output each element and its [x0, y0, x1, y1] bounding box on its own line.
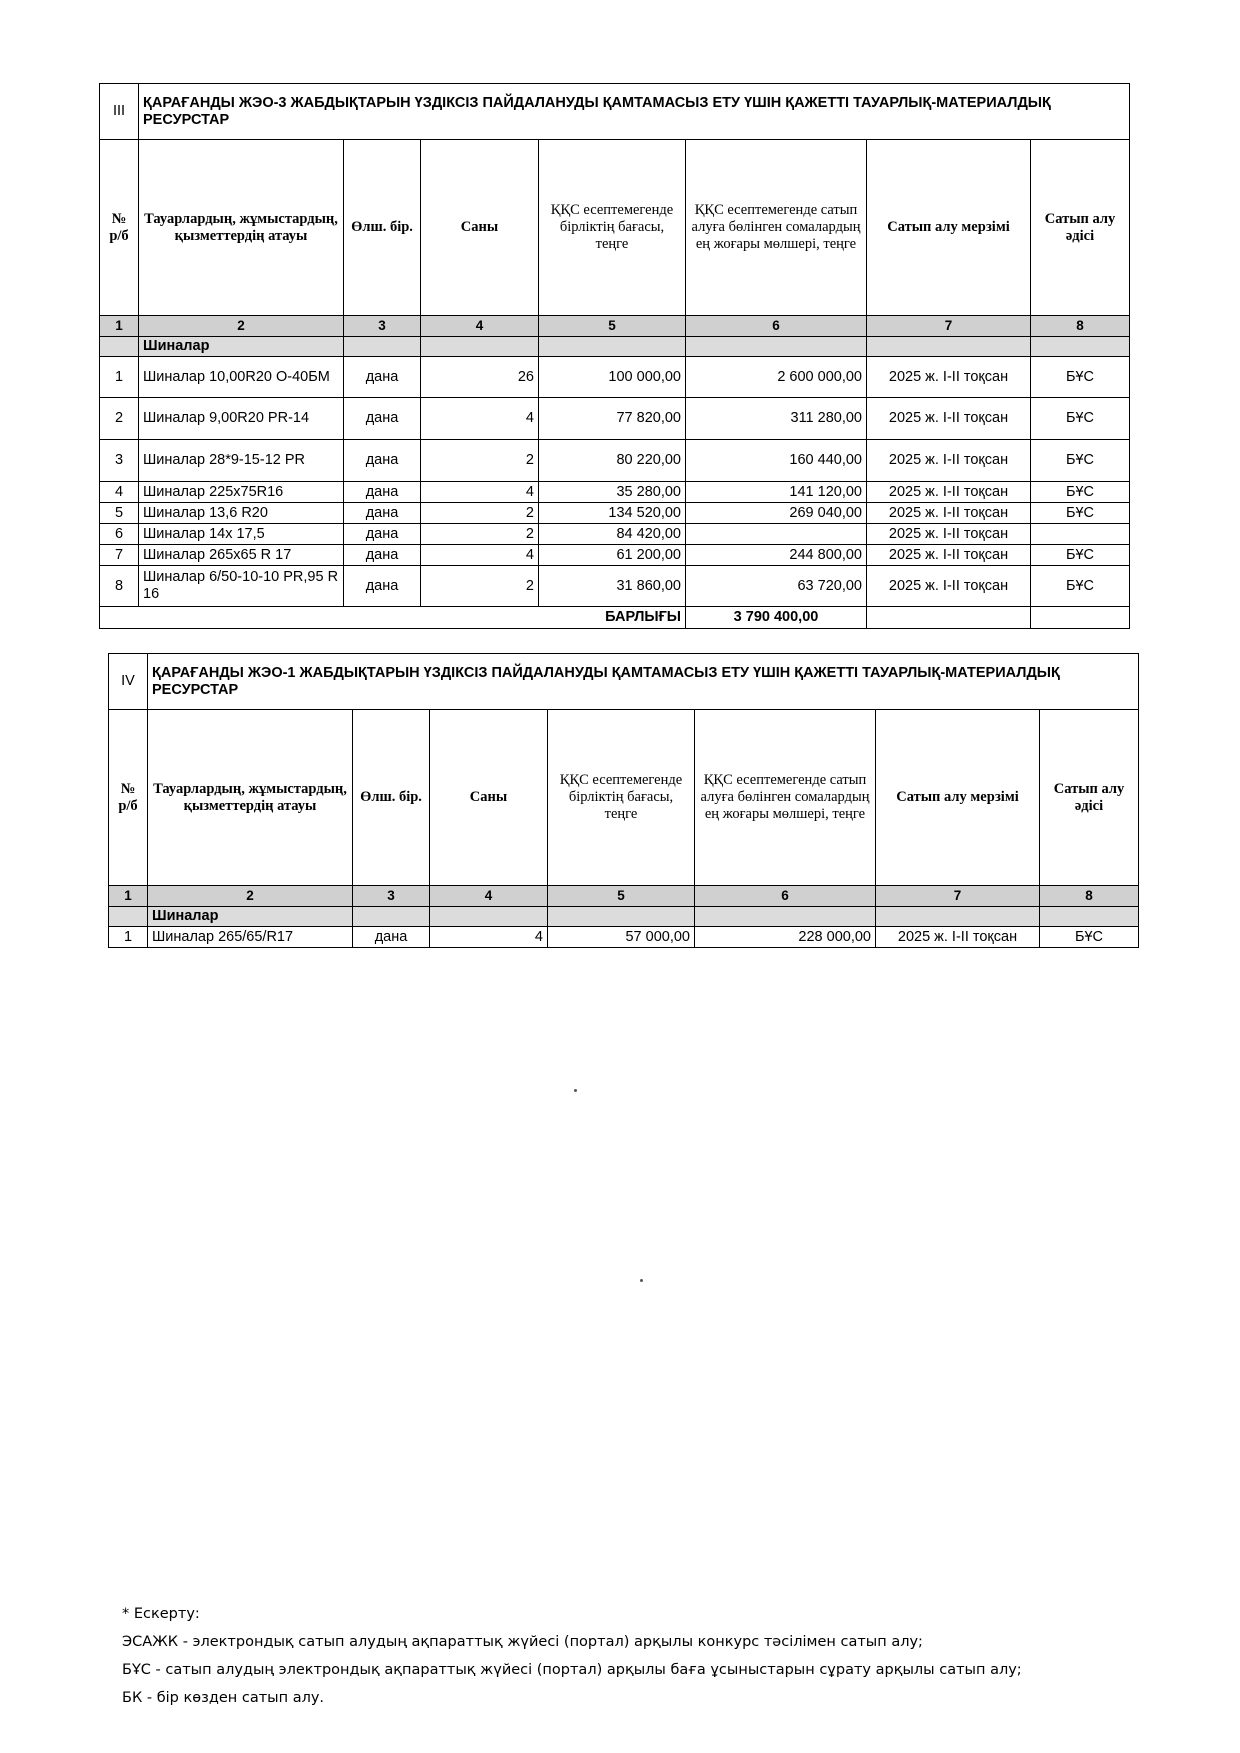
row-qty: 4 [421, 545, 539, 566]
header-name: Тауарлардың, жұмыстардың, қызметтердің атауы [148, 710, 353, 886]
col-num: 2 [148, 886, 353, 907]
header-unit: Өлш. бір. [353, 710, 430, 886]
total-row [100, 607, 1130, 629]
row-unit: дана [344, 357, 421, 398]
row-period: 2025 ж. I-II тоқсан [867, 566, 1031, 607]
row-name: Шиналар 6/50-10-10 PR,95 R 16 [139, 566, 344, 607]
section-4-roman: IV [109, 654, 148, 710]
group-spacer [1040, 907, 1139, 927]
table-row [100, 440, 1130, 482]
scan-speck [574, 1089, 577, 1092]
row-unit: дана [344, 545, 421, 566]
group-spacer [695, 907, 876, 927]
header-max-amount: ҚҚС есептемегенде сатып алуға бөлінген сомалардың ең жоғары мөлшері, теңге [695, 710, 876, 886]
header-no: № р/б [109, 710, 148, 886]
row-amount: 228 000,00 [695, 927, 876, 948]
header-unit-price: ҚҚС есептемегенде бірліктің бағасы, теңге [548, 710, 695, 886]
col-num: 6 [686, 316, 867, 337]
row-unit: дана [344, 566, 421, 607]
row-period: 2025 ж. I-II тоқсан [867, 545, 1031, 566]
row-method: БҰС [1031, 440, 1130, 482]
group-spacer [430, 907, 548, 927]
row-method: БҰС [1031, 357, 1130, 398]
table-row [109, 927, 1139, 948]
row-no: 7 [100, 545, 139, 566]
section-4-table [108, 653, 1139, 948]
footnote-heading: * Ескерту: [122, 1606, 200, 1622]
header-period: Сатып алу мерзімі [867, 140, 1031, 316]
group-name: Шиналар [148, 907, 353, 927]
header-method: Сатып алу әдісі [1040, 710, 1139, 886]
row-qty: 2 [421, 524, 539, 545]
row-period: 2025 ж. I-II тоқсан [867, 440, 1031, 482]
section-3-title: ҚАРАҒАНДЫ ЖЭО-3 ЖАБДЫҚТАРЫН ҮЗДІКСІЗ ПАЙДАЛАНУДЫ ҚАМТАМАСЫЗ ЕТУ ҮШІН ҚАЖЕТТІ ТАУАРЛЫҚ-МАТЕРИАЛДЫҚ РЕСУРСТАР [139, 84, 1130, 140]
row-period: 2025 ж. I-II тоқсан [876, 927, 1040, 948]
col-num: 7 [867, 316, 1031, 337]
table-row [100, 482, 1130, 503]
row-period: 2025 ж. I-II тоқсан [867, 357, 1031, 398]
col-num: 1 [100, 316, 139, 337]
row-price: 134 520,00 [539, 503, 686, 524]
col-num: 5 [539, 316, 686, 337]
col-num: 1 [109, 886, 148, 907]
table-row [100, 357, 1130, 398]
row-method: БҰС [1040, 927, 1139, 948]
col-num: 7 [876, 886, 1040, 907]
footnote-line: ЭСАЖК - электрондық сатып алудың ақпараттық жүйесі (портал) арқылы конкурс тәсілімен сатып алу; [122, 1634, 923, 1650]
row-price: 77 820,00 [539, 398, 686, 440]
group-spacer [539, 337, 686, 357]
row-unit: дана [344, 524, 421, 545]
row-method: БҰС [1031, 482, 1130, 503]
row-no: 1 [100, 357, 139, 398]
row-name: Шиналар 265х65 R 17 [139, 545, 344, 566]
row-period: 2025 ж. I-II тоқсан [867, 482, 1031, 503]
col-num: 5 [548, 886, 695, 907]
row-amount: 160 440,00 [686, 440, 867, 482]
row-qty: 4 [430, 927, 548, 948]
row-amount: 63 720,00 [686, 566, 867, 607]
row-amount: 269 040,00 [686, 503, 867, 524]
group-row [100, 337, 1130, 357]
col-num: 8 [1040, 886, 1139, 907]
row-method [1031, 524, 1130, 545]
table-row [100, 566, 1130, 607]
row-period: 2025 ж. I-II тоқсан [867, 503, 1031, 524]
row-no: 2 [100, 398, 139, 440]
row-qty: 4 [421, 398, 539, 440]
row-qty: 2 [421, 440, 539, 482]
row-price: 57 000,00 [548, 927, 695, 948]
group-spacer [421, 337, 539, 357]
row-unit: дана [344, 503, 421, 524]
header-period: Сатып алу мерзімі [876, 710, 1040, 886]
group-name: Шиналар [139, 337, 344, 357]
group-spacer [548, 907, 695, 927]
row-unit: дана [344, 440, 421, 482]
section-4-title-row [109, 654, 1139, 710]
row-price: 61 200,00 [539, 545, 686, 566]
header-qty: Саны [430, 710, 548, 886]
col-num: 6 [695, 886, 876, 907]
row-method: БҰС [1031, 398, 1130, 440]
row-name: Шиналар 9,00R20 PR-14 [139, 398, 344, 440]
row-no: 6 [100, 524, 139, 545]
row-method: БҰС [1031, 503, 1130, 524]
row-qty: 4 [421, 482, 539, 503]
header-no: № р/б [100, 140, 139, 316]
footnote-line: БК - бір көзден сатып алу. [122, 1690, 325, 1706]
row-name: Шиналар 13,6 R20 [139, 503, 344, 524]
row-period: 2025 ж. I-II тоқсан [867, 398, 1031, 440]
col-num: 8 [1031, 316, 1130, 337]
row-unit: дана [344, 482, 421, 503]
col-num: 4 [430, 886, 548, 907]
row-name: Шиналар 225х75R16 [139, 482, 344, 503]
row-qty: 2 [421, 566, 539, 607]
column-number-row [100, 316, 1130, 337]
group-spacer [876, 907, 1040, 927]
row-qty: 26 [421, 357, 539, 398]
table-row [100, 398, 1130, 440]
header-max-amount: ҚҚС есептемегенде сатып алуға бөлінген сомалардың ең жоғары мөлшері, теңге [686, 140, 867, 316]
col-num: 3 [353, 886, 430, 907]
row-price: 31 860,00 [539, 566, 686, 607]
row-price: 84 420,00 [539, 524, 686, 545]
section-3-table [99, 83, 1130, 629]
row-amount: 141 120,00 [686, 482, 867, 503]
row-period: 2025 ж. I-II тоқсан [867, 524, 1031, 545]
row-amount: 244 800,00 [686, 545, 867, 566]
row-no: 1 [109, 927, 148, 948]
row-price: 100 000,00 [539, 357, 686, 398]
row-method: БҰС [1031, 566, 1130, 607]
header-qty: Саны [421, 140, 539, 316]
row-no: 8 [100, 566, 139, 607]
group-spacer [100, 337, 139, 357]
section-3-title-row [100, 84, 1130, 140]
row-name: Шиналар 14х 17,5 [139, 524, 344, 545]
col-num: 2 [139, 316, 344, 337]
row-name: Шиналар 265/65/R17 [148, 927, 353, 948]
row-amount [686, 524, 867, 545]
table-row [100, 524, 1130, 545]
group-row [109, 907, 1139, 927]
group-spacer [867, 337, 1031, 357]
total-spacer [867, 607, 1031, 629]
table-row [100, 503, 1130, 524]
footnote [122, 1600, 1022, 1712]
row-qty: 2 [421, 503, 539, 524]
col-num: 4 [421, 316, 539, 337]
group-spacer [686, 337, 867, 357]
total-spacer [1031, 607, 1130, 629]
header-unit: Өлш. бір. [344, 140, 421, 316]
section-3-roman: III [100, 84, 139, 140]
table-row [100, 545, 1130, 566]
group-spacer [344, 337, 421, 357]
group-spacer [109, 907, 148, 927]
row-price: 80 220,00 [539, 440, 686, 482]
row-name: Шиналар 10,00R20 О-40БМ [139, 357, 344, 398]
col-num: 3 [344, 316, 421, 337]
row-method: БҰС [1031, 545, 1130, 566]
row-no: 3 [100, 440, 139, 482]
header-row [100, 140, 1130, 316]
scan-speck [640, 1279, 643, 1282]
header-row [109, 710, 1139, 886]
row-price: 35 280,00 [539, 482, 686, 503]
group-spacer [353, 907, 430, 927]
row-unit: дана [344, 398, 421, 440]
header-name: Тауарлардың, жұмыстардың, қызметтердің атауы [139, 140, 344, 316]
total-value: 3 790 400,00 [686, 607, 867, 629]
column-number-row [109, 886, 1139, 907]
row-amount: 311 280,00 [686, 398, 867, 440]
row-unit: дана [353, 927, 430, 948]
footnote-line: БҰС - сатып алудың электрондық ақпараттық жүйесі (портал) арқылы баға ұсыныстарын сұрату арқылы сатып алу; [122, 1662, 1022, 1678]
row-name: Шиналар 28*9-15-12 PR [139, 440, 344, 482]
row-no: 5 [100, 503, 139, 524]
row-amount: 2 600 000,00 [686, 357, 867, 398]
group-spacer [1031, 337, 1130, 357]
header-method: Сатып алу әдісі [1031, 140, 1130, 316]
row-no: 4 [100, 482, 139, 503]
section-4-title: ҚАРАҒАНДЫ ЖЭО-1 ЖАБДЫҚТАРЫН ҮЗДІКСІЗ ПАЙДАЛАНУДЫ ҚАМТАМАСЫЗ ЕТУ ҮШІН ҚАЖЕТТІ ТАУАРЛЫҚ-МАТЕРИАЛДЫҚ РЕСУРСТАР [148, 654, 1139, 710]
total-label: БАРЛЫҒЫ [100, 607, 686, 629]
header-unit-price: ҚҚС есептемегенде бірліктің бағасы, теңге [539, 140, 686, 316]
